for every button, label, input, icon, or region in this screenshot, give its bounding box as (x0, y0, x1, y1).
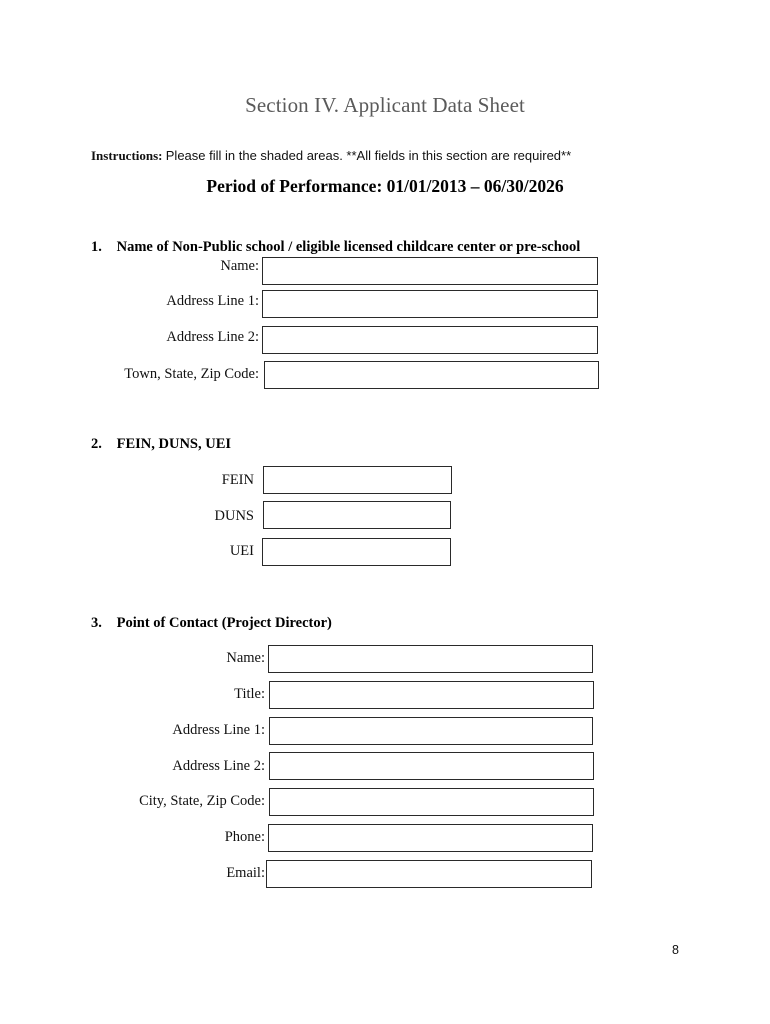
uei-field[interactable] (262, 538, 451, 566)
section-2-heading (91, 436, 231, 453)
section-1-heading (91, 239, 580, 256)
school-town-state-zip-field[interactable] (264, 361, 599, 389)
section-1-title: Name of Non-Public school / eligible licensed childcare center or pre-school (116, 239, 581, 255)
fein-label: FEIN (221, 472, 254, 488)
duns-field[interactable] (263, 501, 451, 529)
school-name-label: Name: (220, 258, 259, 274)
period-of-performance: Period of Performance: 01/01/2013 – 06/30/2026 (206, 176, 564, 196)
contact-name-field[interactable] (268, 645, 593, 673)
school-town-state-zip-label: Town, State, Zip Code: (124, 366, 259, 382)
instructions (91, 148, 571, 164)
contact-city-state-zip-field[interactable] (269, 788, 594, 816)
uei-label: UEI (229, 543, 254, 559)
contact-address-line-2-field[interactable] (269, 752, 594, 780)
instructions-lead: Instructions: (91, 148, 163, 163)
contact-city-state-zip-label: City, State, Zip Code: (139, 793, 265, 809)
school-address-line-1-label: Address Line 1: (166, 293, 259, 309)
section-3-heading (91, 615, 332, 632)
page-title: Section IV. Applicant Data Sheet (245, 93, 525, 117)
fein-field[interactable] (263, 466, 452, 494)
contact-address-line-1-label: Address Line 1: (172, 722, 265, 738)
contact-address-line-1-field[interactable] (269, 717, 593, 745)
section-3-title: Point of Contact (Project Director) (116, 615, 332, 631)
section-1-number: 1. (91, 239, 102, 255)
contact-email-label: Email: (226, 865, 265, 881)
school-address-line-2-label: Address Line 2: (166, 329, 259, 345)
contact-title-label: Title: (234, 686, 265, 702)
contact-name-label: Name: (226, 650, 265, 666)
contact-phone-label: Phone: (224, 829, 265, 845)
school-address-line-1-field[interactable] (262, 290, 598, 318)
duns-label: DUNS (214, 508, 254, 524)
section-3-number: 3. (91, 615, 102, 631)
section-2-title: FEIN, DUNS, UEI (116, 436, 232, 452)
section-2-number: 2. (91, 436, 102, 452)
contact-address-line-2-label: Address Line 2: (172, 758, 265, 774)
school-address-line-2-field[interactable] (262, 326, 598, 354)
contact-phone-field[interactable] (268, 824, 593, 852)
contact-title-field[interactable] (269, 681, 594, 709)
contact-email-field[interactable] (266, 860, 592, 888)
instructions-text: Please fill in the shaded areas. **All fields in this section are required** (165, 148, 572, 163)
school-name-field[interactable] (262, 257, 598, 285)
page-number: 8 (672, 943, 679, 957)
